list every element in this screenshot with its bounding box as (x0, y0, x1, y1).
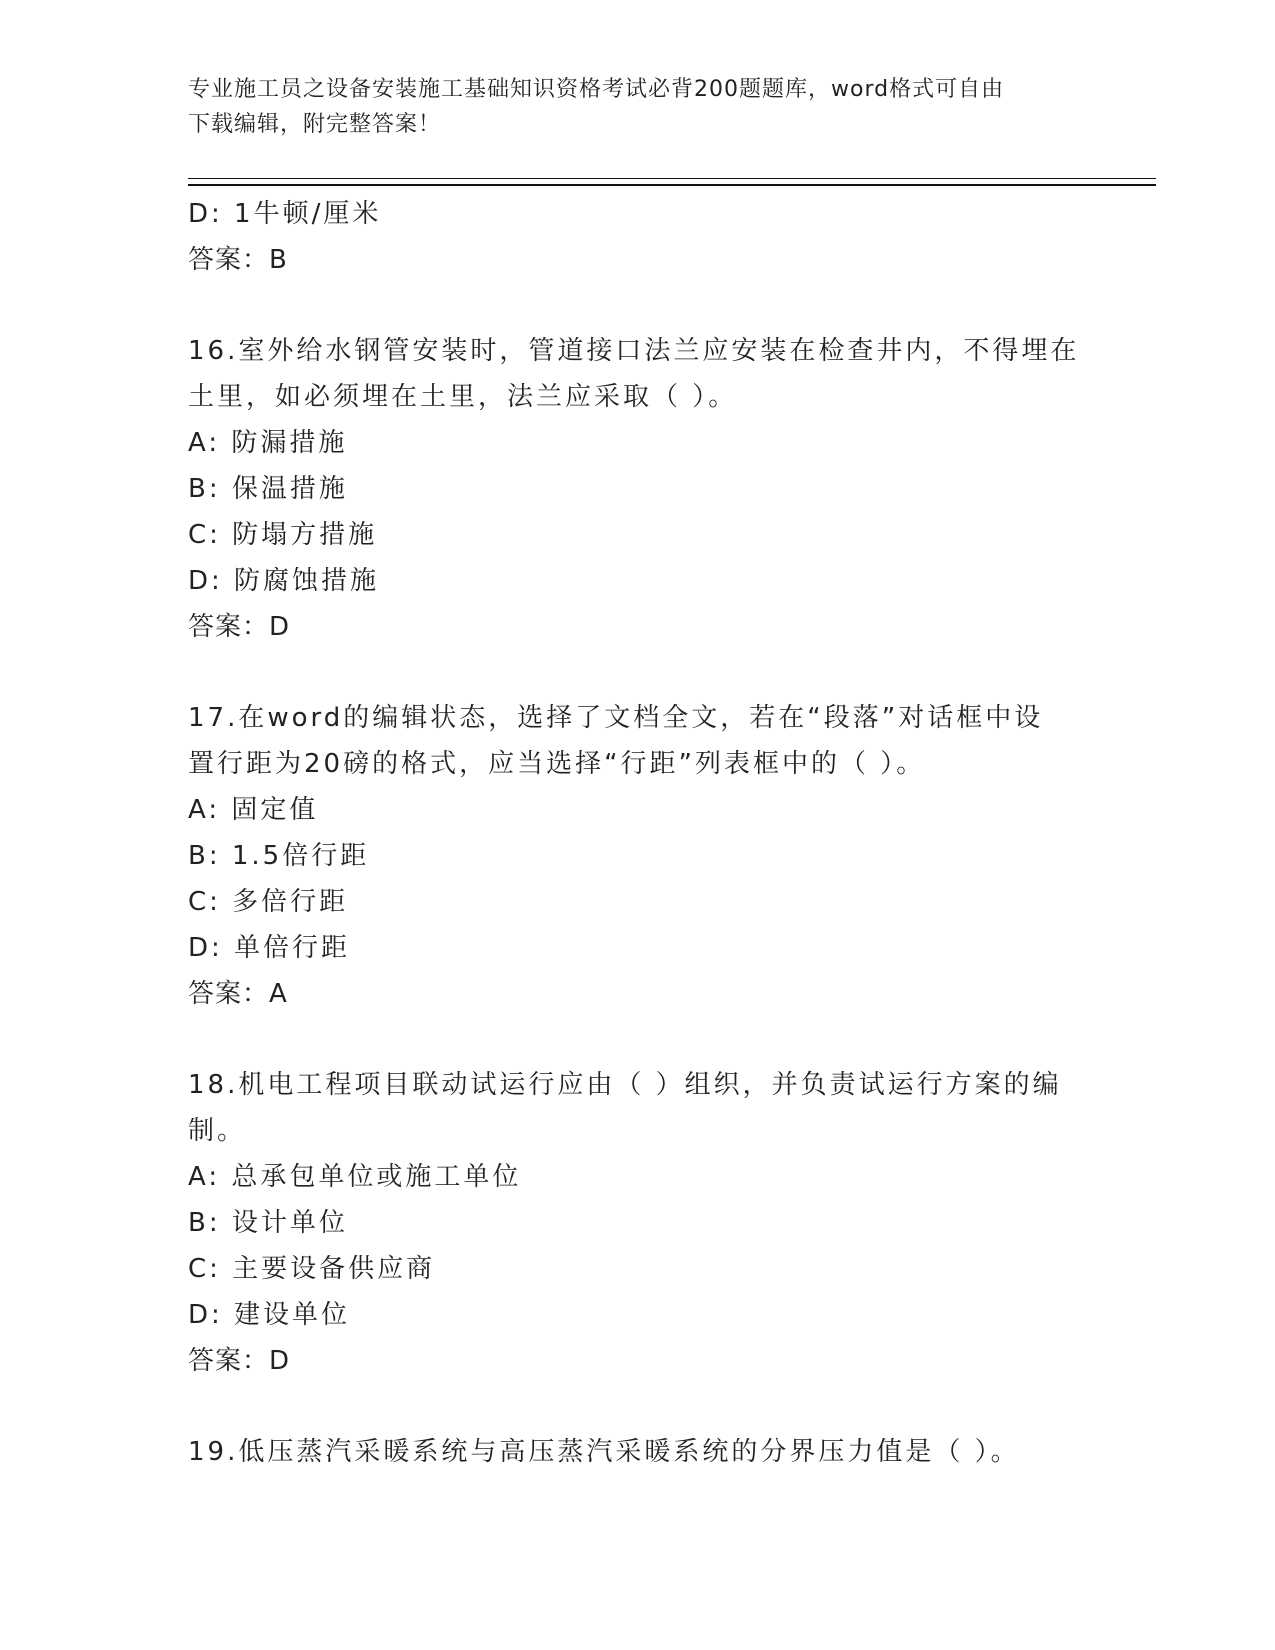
option-c: C: 防塌方措施 (188, 520, 378, 550)
option-b: B: 1.5倍行距 (188, 841, 370, 871)
question-text (188, 695, 1088, 787)
question-block (188, 328, 1088, 650)
answer: 答案：D (188, 612, 291, 642)
question-text (188, 328, 1088, 420)
spacer (188, 650, 1088, 695)
header-line-2: 下载编辑，附完整答案！ (188, 112, 442, 137)
page-header (188, 72, 1088, 142)
question-line: 17.在word的编辑状态，选择了文档全文，若在“段落”对话框中设 (188, 703, 1044, 733)
answer: 答案：A (188, 979, 288, 1009)
option-a: A: 防漏措施 (188, 428, 348, 458)
question-text (188, 1429, 1088, 1475)
option-a: A: 固定值 (188, 795, 319, 825)
spacer (188, 1384, 1088, 1429)
answer: 答案：B (188, 245, 288, 275)
question-line: 制。 (188, 1116, 247, 1146)
answer: 答案：D (188, 1346, 291, 1376)
header-line-1: 专业施工员之设备安装施工基础知识资格考试必背200题题库，word格式可自由 (188, 77, 1005, 102)
spacer (188, 283, 1088, 328)
question-line: 16.室外给水钢管安装时，管道接口法兰应安装在检查井内，不得埋在 (188, 336, 1080, 366)
question-line: 19.低压蒸汽采暖系统与高压蒸汽采暖系统的分界压力值是（ ）。 (188, 1437, 1020, 1467)
option-b: B: 设计单位 (188, 1208, 348, 1238)
option-d: D: 1牛顿/厘米 (188, 199, 382, 229)
question-text (188, 1062, 1088, 1154)
question-line: 置行距为20磅的格式，应当选择“行距”列表框中的（ ）。 (188, 749, 926, 779)
header-divider (188, 178, 1156, 186)
option-d: D: 建设单位 (188, 1300, 351, 1330)
option-c: C: 多倍行距 (188, 887, 349, 917)
option-d: D: 单倍行距 (188, 933, 351, 963)
spacer (188, 1017, 1088, 1062)
question-block (188, 1062, 1088, 1384)
question-line: 18.机电工程项目联动试运行应由（ ）组织，并负责试运行方案的编 (188, 1070, 1062, 1100)
option-b: B: 保温措施 (188, 474, 348, 504)
question-line: 土里，如必须埋在土里，法兰应采取（ ）。 (188, 382, 738, 412)
option-a: A: 总承包单位或施工单位 (188, 1162, 522, 1192)
document-body (188, 191, 1088, 1475)
option-c: C: 主要设备供应商 (188, 1254, 436, 1284)
option-d: D: 防腐蚀措施 (188, 566, 380, 596)
question-block (188, 1429, 1088, 1475)
question-block (188, 695, 1088, 1017)
